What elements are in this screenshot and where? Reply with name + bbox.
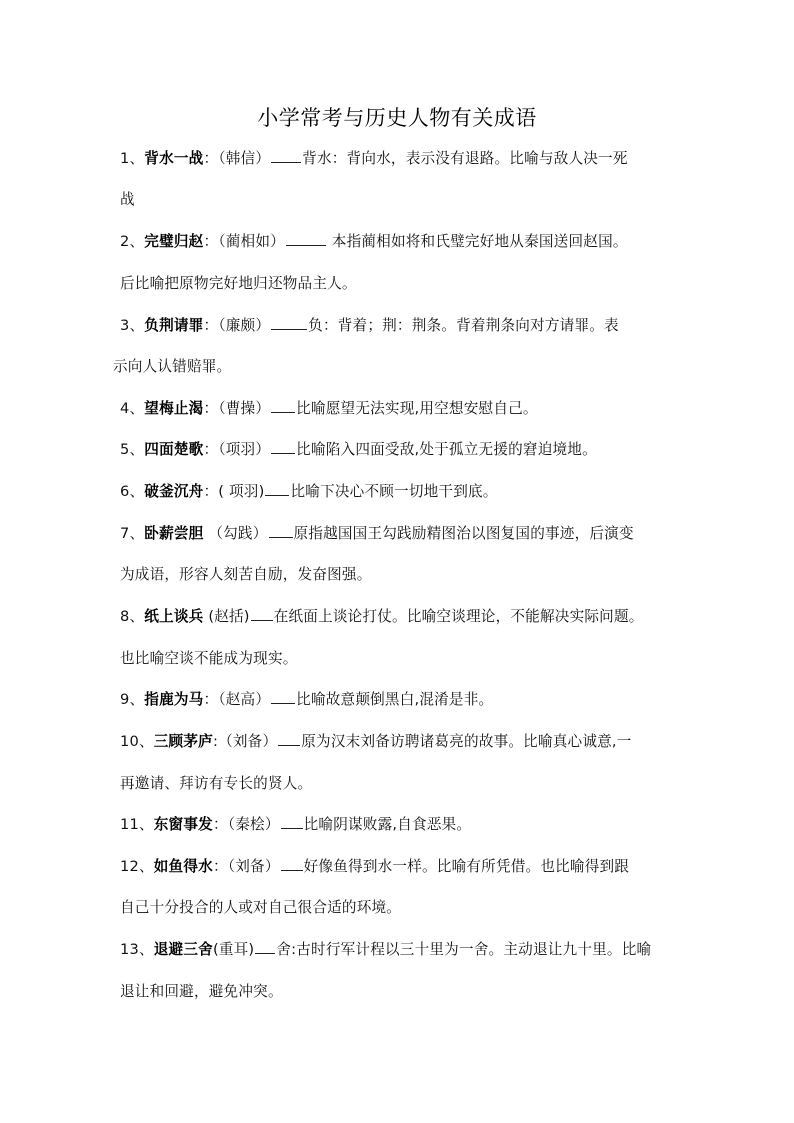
idiom-explanation: 背水：背向水，表示没有退路。比喻与敌人决一死 — [302, 150, 628, 167]
entry-number: 9、 — [120, 691, 145, 708]
idiom-explanation: 比喻陷入四面受敌,处于孤立无援的窘迫境地。 — [296, 441, 597, 458]
historical-person: （项羽） — [218, 441, 271, 458]
entry-number: 12、 — [120, 858, 154, 875]
entry-number: 5、 — [120, 441, 145, 458]
answer-blank — [251, 603, 273, 621]
historical-person: （勾践） — [208, 525, 268, 542]
idiom-entry-10-line-2: 再邀请、拜访有专长的贤人。 — [120, 775, 313, 792]
idiom-name: 三顾茅庐 — [153, 733, 213, 750]
idiom-entry-5-line-1 — [120, 436, 597, 464]
entry-number: 10、 — [120, 733, 154, 750]
idiom-entry-8-line-1 — [120, 603, 644, 631]
idiom-separator: ： — [203, 233, 219, 250]
idiom-separator: ： — [212, 816, 228, 833]
entry-number: 3、 — [120, 317, 145, 334]
idiom-explanation: 本指蔺相如将和氏璧完好地从秦国送回赵国。 — [326, 233, 628, 250]
entry-number: 1、 — [120, 150, 145, 167]
historical-person: （廉颇） — [218, 317, 271, 334]
idiom-name: 如鱼得水 — [153, 858, 213, 875]
historical-person: （刘备） — [218, 733, 278, 750]
idiom-explanation: 比喻愿望无法实现,用空想安慰自己。 — [296, 400, 538, 417]
idiom-separator: ： — [203, 317, 219, 334]
historical-person: （韩信） — [218, 150, 271, 167]
idiom-separator: ： — [203, 441, 219, 458]
document-title: 小学常考与历史人物有关成语 — [257, 106, 537, 130]
entry-number: 11、 — [120, 816, 154, 833]
idiom-explanation: 比喻阴谋败露,自食恶果。 — [303, 816, 472, 833]
answer-blank — [271, 436, 295, 454]
idiom-explanation: 原为汉末刘备访聘诸葛亮的故事。比喻真心诚意,一 — [301, 733, 632, 750]
idiom-name: 完璧归赵 — [144, 233, 204, 250]
answer-blank — [271, 686, 295, 704]
entry-number: 2、 — [120, 233, 145, 250]
idiom-entry-13-line-2: 退让和回避，避免冲突。 — [120, 983, 283, 1000]
idiom-explanation: 舍:古时行军计程以三十里为一舍。主动退让九十里。比喻 — [276, 941, 652, 958]
idiom-separator: ： — [203, 691, 219, 708]
entry-number: 13、 — [120, 941, 154, 958]
entry-number: 7、 — [120, 525, 145, 542]
idiom-name: 东窗事发 — [153, 816, 213, 833]
idiom-entry-9-line-1 — [120, 686, 493, 714]
answer-blank — [286, 228, 326, 246]
idiom-separator: ： — [203, 483, 219, 500]
idiom-entry-2-line-2: 后比喻把原物完好地归还物品主人。 — [120, 275, 357, 292]
idiom-explanation: 原指越国国王勾践励精图治以图复国的事迹，后演变 — [293, 525, 634, 542]
historical-person: (重耳) — [212, 941, 255, 958]
idiom-explanation: 在纸面上谈论打仗。比喻空谈理论，不能解决实际问题。 — [273, 608, 644, 625]
answer-blank — [281, 853, 303, 871]
idiom-name: 望梅止渴 — [144, 400, 204, 417]
answer-blank — [271, 312, 307, 330]
idiom-explanation: 好像鱼得到水一样。比喻有所凭借。也比喻得到跟 — [303, 858, 630, 875]
idiom-entry-11-line-1 — [120, 811, 471, 839]
idiom-entry-3-line-1 — [120, 312, 619, 340]
idiom-separator: ： — [203, 150, 219, 167]
historical-person: ( 项羽) — [218, 483, 265, 500]
idiom-explanation: 负：背着；荆：荆条。背着荆条向对方请罪。表 — [308, 317, 619, 334]
idiom-entry-1-line-1 — [120, 145, 628, 173]
idiom-entry-1-line-2: 战 — [120, 191, 135, 208]
entry-number: 4、 — [120, 400, 145, 417]
entry-number: 6、 — [120, 483, 145, 500]
idiom-entry-4-line-1 — [120, 395, 538, 423]
historical-person: （赵高） — [218, 691, 271, 708]
idiom-entry-3-line-2: 示向人认错赔罪。 — [113, 358, 232, 375]
idiom-separator: : — [212, 733, 219, 750]
idiom-entry-8-line-2: 也比喻空谈不能成为现实。 — [120, 650, 298, 667]
idiom-explanation: 比喻下决心不顾一切地干到底。 — [290, 483, 498, 500]
idiom-entry-13-line-1 — [120, 936, 651, 964]
idiom-entry-12-line-2: 自己十分投合的人或对自己很合适的环境。 — [120, 899, 402, 916]
idiom-name: 四面楚歌 — [144, 441, 204, 458]
answer-blank — [269, 520, 293, 538]
idiom-entry-7-line-1 — [120, 520, 634, 548]
idiom-name: 退避三舍 — [153, 941, 213, 958]
idiom-name: 破釜沉舟 — [144, 483, 204, 500]
answer-blank — [271, 145, 301, 163]
idiom-separator: ： — [203, 400, 219, 417]
idiom-separator: ： — [212, 858, 228, 875]
idiom-name: 纸上谈兵 — [144, 608, 204, 625]
answer-blank — [271, 395, 295, 413]
idiom-entry-2-line-1 — [120, 228, 628, 256]
idiom-entry-10-line-1 — [120, 728, 632, 756]
answer-blank — [278, 728, 300, 746]
entry-number: 8、 — [120, 608, 145, 625]
idiom-name: 背水一战 — [144, 150, 204, 167]
idiom-entry-12-line-1 — [120, 853, 629, 881]
idiom-name: 卧薪尝胆 — [144, 525, 204, 542]
historical-person: (赵括) — [208, 608, 250, 625]
historical-person: （刘备） — [227, 858, 280, 875]
idiom-name: 负荆请罪 — [144, 317, 204, 334]
answer-blank — [281, 811, 303, 829]
answer-blank — [265, 478, 289, 496]
idiom-explanation: 比喻故意颠倒黑白,混淆是非。 — [296, 691, 494, 708]
historical-person: （蔺相如） — [218, 233, 285, 250]
historical-person: （曹操） — [218, 400, 271, 417]
idiom-entry-6-line-1 — [120, 478, 498, 506]
historical-person: （秦桧） — [227, 816, 280, 833]
idiom-entry-7-line-2: 为成语，形容人刻苦自励，发奋图强。 — [120, 566, 372, 583]
idiom-name: 指鹿为马 — [144, 691, 204, 708]
answer-blank — [255, 936, 275, 954]
